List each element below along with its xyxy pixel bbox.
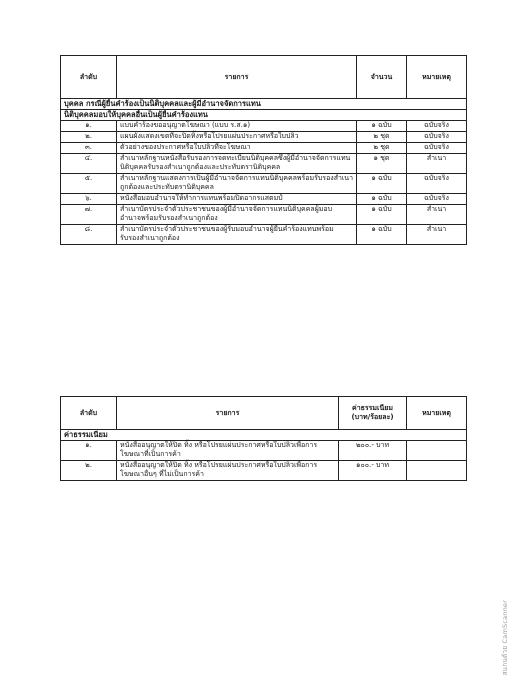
row-note: ฉบับจริง — [407, 194, 467, 205]
row-item: สำเนาหลักฐานหนังสือรับรองการจดทะเบียนนิติบุคคลซึ่งผู้มีอำนาจจัดการแทนนิติบุคคลรับรองสำเนาถูกต้องและประทับตรานิติบุคคล — [117, 154, 357, 174]
documents-table — [60, 55, 467, 245]
row-qty: ๑ ฉบับ — [357, 225, 407, 245]
row-no: ๘. — [61, 225, 117, 245]
row-note: สำเนา — [407, 154, 467, 174]
col-header-no: ลำดับ — [61, 397, 117, 430]
row-item: ตัวอย่างของประกาศหรือใบปลิวที่จะโฆษณา — [117, 143, 357, 154]
row-item: สำเนาบัตรประจำตัวประชาชนของผู้รับมอบอำนาจผู้ยื่นคำร้องแทนพร้อมรับรองสำเนาถูกต้อง — [117, 225, 357, 245]
row-no: ๗. — [61, 205, 117, 225]
col-header-fee: ค่าธรรมเนียม (บาท/ร้อยละ) — [339, 397, 407, 430]
section-row — [61, 99, 467, 110]
row-qty: ๑ ฉบับ — [357, 121, 407, 132]
row-note — [407, 441, 467, 461]
section-title: บุคคล กรณีผู้ยื่นคำร้องเป็นนิติบุคคลและผู้มีอำนาจจัดการแทน — [61, 99, 467, 110]
col-header-no: ลำดับ — [61, 56, 117, 99]
row-no: ๒. — [61, 461, 117, 481]
row-note: สำเนา — [407, 225, 467, 245]
row-item: สำเนาหลักฐานแสดงการเป็นผู้มีอำนาจจัดการแทนนิติบุคคลพร้อมรับรองสำเนาถูกต้องและประทับตรานิติบุคคล — [117, 174, 357, 194]
fees-table — [60, 396, 467, 481]
table-row — [61, 225, 467, 245]
table-header-row — [61, 56, 467, 99]
section-title: ค่าธรรมเนียม — [61, 430, 467, 441]
row-fee: ๑๐๐.- บาท — [339, 461, 407, 481]
col-header-item: รายการ — [117, 397, 339, 430]
table-row — [61, 194, 467, 205]
row-qty: ๑ ฉบับ — [357, 174, 407, 194]
row-no: ๑. — [61, 441, 117, 461]
row-qty: ๑ ฉบับ — [357, 194, 407, 205]
row-item: หนังสือมอบอำนาจให้ทำการแทนพร้อมปิดอากรแสตมป์ — [117, 194, 357, 205]
row-note: ฉบับจริง — [407, 143, 467, 154]
row-item: แผนผังแสดงเขตที่จะปิดทิ้งหรือโปรยแผ่นประกาศหรือใบปลิว — [117, 132, 357, 143]
row-qty: ๒ ชุด — [357, 132, 407, 143]
row-note: ฉบับจริง — [407, 132, 467, 143]
row-no: ๖. — [61, 194, 117, 205]
table-row — [61, 441, 467, 461]
table-row — [61, 121, 467, 132]
table-row — [61, 174, 467, 194]
table-row — [61, 143, 467, 154]
table-row — [61, 154, 467, 174]
row-qty: ๑ ฉบับ — [357, 205, 407, 225]
row-no: ๑. — [61, 121, 117, 132]
row-fee: ๒๐๐.- บาท — [339, 441, 407, 461]
table-row — [61, 205, 467, 225]
row-note: สำเนา — [407, 205, 467, 225]
row-no: ๒. — [61, 132, 117, 143]
col-header-qty: จำนวน — [357, 56, 407, 99]
camscanner-watermark: สแกนด้วย CamScanner — [501, 600, 509, 676]
row-item: แบบคำร้องขออนุญาตโฆษณา (แบบ ร.ส.๑) — [117, 121, 357, 132]
row-note: ฉบับจริง — [407, 121, 467, 132]
section-subtitle: นิติบุคคลมอบให้บุคคลอื่นเป็นผู้ยื่นคำร้องแทน — [61, 110, 467, 121]
row-no: ๓. — [61, 143, 117, 154]
row-no: ๔. — [61, 154, 117, 174]
row-item: หนังสืออนุญาตให้ปิด ทิ้ง หรือโปรยแผ่นประกาศหรือใบปลิวเพื่อการโฆษณาอื่นๆ ที่ไม่เป็นการค้า — [117, 461, 339, 481]
table-row — [61, 461, 467, 481]
table-row — [61, 132, 467, 143]
table-header-row — [61, 397, 467, 430]
row-no: ๕. — [61, 174, 117, 194]
row-item: หนังสืออนุญาตให้ปิด ทิ้ง หรือโปรยแผ่นประกาศหรือใบปลิวเพื่อการโฆษณาที่เป็นการค้า — [117, 441, 339, 461]
col-header-note: หมายเหตุ — [407, 56, 467, 99]
row-qty: ๒ ชุด — [357, 143, 407, 154]
row-note: ฉบับจริง — [407, 174, 467, 194]
section-row — [61, 430, 467, 441]
col-header-item: รายการ — [117, 56, 357, 99]
row-note — [407, 461, 467, 481]
row-item: สำเนาบัตรประจำตัวประชาชนของผู้มีอำนาจจัดการแทนนิติบุคคลผู้มอบอำนาจพร้อมรับรองสำเนาถูกต้อง — [117, 205, 357, 225]
row-qty: ๑ ชุด — [357, 154, 407, 174]
section-row — [61, 110, 467, 121]
col-header-note: หมายเหตุ — [407, 397, 467, 430]
